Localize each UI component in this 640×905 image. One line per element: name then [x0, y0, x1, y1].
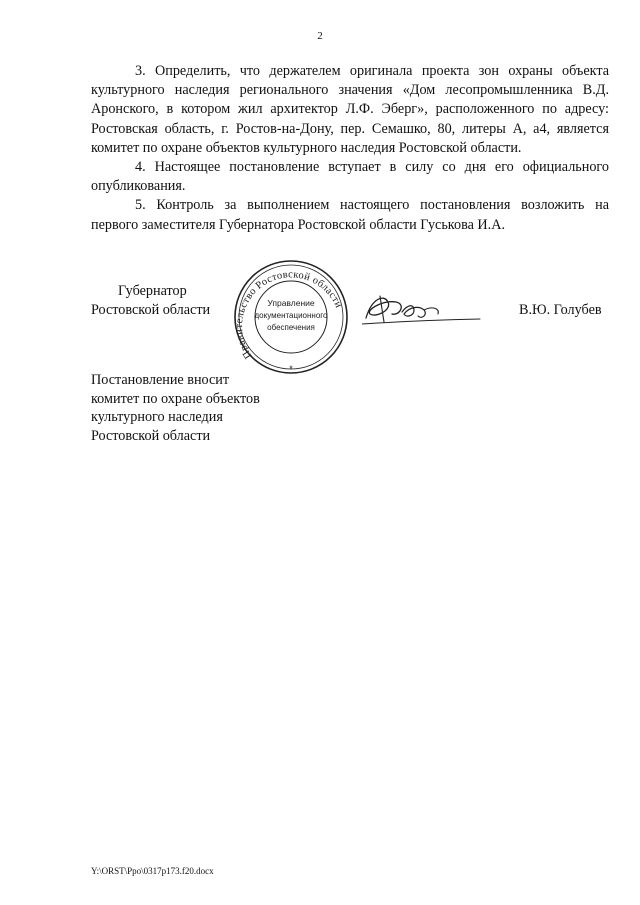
paragraph-3: 3. Определить, что держателем оригинала проекта зон охраны объекта культурного наследия регионального значения «Дом лесопромышленника В.Д. Аронского, в котором жил архитектор Л.Ф. Эберг», расположенного по адресу: Ростовская область, г. Ростов-на-Дону, пер. Семашко, 80, литеры А, а4, является комитет по охране объектов культурного наследия Ростовской области.: [91, 63, 609, 156]
signatory-title-line2: Ростовской области: [91, 302, 211, 318]
signatory-title: [91, 282, 210, 320]
seal-inner-line1: Управление: [267, 298, 315, 308]
paragraph-4: 4. Настоящее постановление вступает в силу со дня его официального опубликования.: [91, 159, 609, 195]
seal-inner-line2: документационного: [254, 311, 328, 320]
document-body: [91, 62, 609, 235]
signature-block: [0, 258, 640, 388]
submitted-by-line3: культурного наследия: [91, 409, 223, 425]
svg-text:*: *: [289, 364, 293, 374]
submitted-by-line4: Ростовской области: [91, 427, 211, 444]
handwritten-signature: [362, 288, 482, 328]
submitted-by-line1: Постановление вносит: [91, 372, 230, 388]
signatory-title-line1: Губернатор: [118, 283, 187, 299]
page-number: 2: [317, 30, 323, 42]
seal-outer-text: Правительство Ростовской области: [233, 269, 344, 361]
paragraph-5: 5. Контроль за выполнением настоящего постановления возложить на первого заместителя Губернатора Ростовской области Гуськова И.А.: [91, 197, 609, 233]
signatory-name: В.Ю. Голубев: [519, 302, 602, 318]
submitted-by-note: [91, 371, 260, 445]
file-path: Y:\ORST\Ppo\0317p173.f20.docx: [91, 866, 214, 876]
submitted-by-line2: комитет по охране объектов: [91, 390, 260, 407]
seal-inner-line3: обеспечения: [267, 323, 315, 332]
official-seal: [226, 258, 356, 376]
